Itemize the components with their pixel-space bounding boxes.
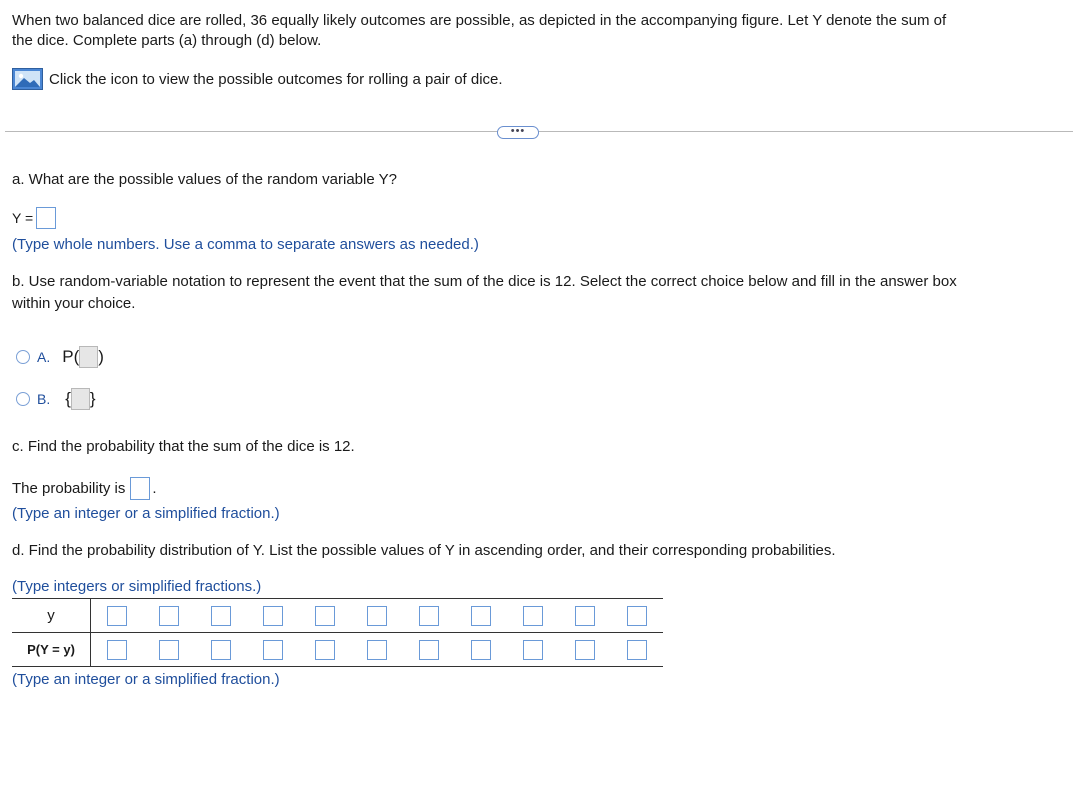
choice-b-radio[interactable] — [16, 392, 30, 406]
part-a-question: a. What are the possible values of the random variable Y? — [12, 171, 397, 188]
probability-row — [12, 633, 663, 667]
part-a-answer-row — [12, 207, 56, 229]
probability-input-7[interactable] — [419, 640, 439, 660]
y-row-label: y — [12, 599, 91, 633]
y-equals-label: Y = — [12, 210, 34, 226]
probability-input-4[interactable] — [263, 640, 283, 660]
choice-b-open: { — [65, 389, 71, 408]
choice-a[interactable] — [16, 346, 104, 368]
y-value-input-6[interactable] — [367, 606, 387, 626]
part-b-question-line-2: within your choice. — [12, 295, 136, 312]
probability-input-3[interactable] — [211, 640, 231, 660]
probability-input[interactable] — [130, 477, 150, 500]
choice-b-close: } — [89, 389, 96, 408]
view-outcomes-text[interactable]: Click the icon to view the possible outcomes for rolling a pair of dice. — [49, 70, 503, 88]
choice-b[interactable] — [16, 388, 96, 410]
choice-a-letter: A. — [37, 349, 51, 365]
y-value-input-7[interactable] — [419, 606, 439, 626]
choice-b-letter: B. — [37, 391, 51, 407]
y-value-input-8[interactable] — [471, 606, 491, 626]
y-value-input-9[interactable] — [523, 606, 543, 626]
y-value-input-2[interactable] — [159, 606, 179, 626]
probability-input-6[interactable] — [367, 640, 387, 660]
view-outcomes-link[interactable] — [12, 68, 503, 90]
probability-distribution-table — [12, 598, 663, 667]
expand-more-button[interactable]: ••• — [497, 126, 539, 139]
probability-input-1[interactable] — [107, 640, 127, 660]
choice-a-input[interactable] — [79, 346, 98, 368]
part-b-question-line-1: b. Use random-variable notation to represent the event that the sum of the dice is 12. Select the correct choice below and fill in the answer box — [12, 273, 957, 290]
problem-statement-line-2: the dice. Complete parts (a) through (d) below. — [12, 32, 322, 49]
part-d-hint-top: (Type integers or simplified fractions.) — [12, 578, 262, 595]
part-c-question: c. Find the probability that the sum of the dice is 12. — [12, 438, 355, 455]
probability-input-11[interactable] — [627, 640, 647, 660]
y-value-input-10[interactable] — [575, 606, 595, 626]
section-divider — [5, 131, 1073, 132]
choice-a-close: ) — [98, 347, 104, 366]
y-values-input[interactable] — [36, 207, 56, 229]
y-value-input-5[interactable] — [315, 606, 335, 626]
y-value-input-1[interactable] — [107, 606, 127, 626]
image-icon[interactable] — [12, 68, 43, 90]
probability-input-2[interactable] — [159, 640, 179, 660]
y-value-input-3[interactable] — [211, 606, 231, 626]
probability-input-9[interactable] — [523, 640, 543, 660]
y-value-input-11[interactable] — [627, 606, 647, 626]
part-a-hint: (Type whole numbers. Use a comma to separate answers as needed.) — [12, 236, 479, 253]
y-value-input-4[interactable] — [263, 606, 283, 626]
problem-statement-line-1: When two balanced dice are rolled, 36 equally likely outcomes are possible, as depicted in the accompanying figure. Let Y denote the sum of — [12, 12, 947, 29]
choice-b-input[interactable] — [71, 388, 90, 410]
probability-input-5[interactable] — [315, 640, 335, 660]
choice-a-radio[interactable] — [16, 350, 30, 364]
probability-input-10[interactable] — [575, 640, 595, 660]
part-d-hint-bottom: (Type an integer or a simplified fraction.) — [12, 671, 280, 688]
choice-a-open: P( — [62, 347, 80, 366]
probability-row-label: P(Y = y) — [12, 633, 91, 667]
probability-prefix: The probability is — [12, 480, 126, 497]
part-c-hint: (Type an integer or a simplified fraction.) — [12, 505, 280, 522]
probability-suffix: . — [152, 480, 157, 497]
part-d-question: d. Find the probability distribution of Y. List the possible values of Y in ascending order, and their corresponding probabilities. — [12, 542, 836, 559]
y-values-row — [12, 599, 663, 633]
part-c-answer-row — [12, 477, 157, 500]
probability-input-8[interactable] — [471, 640, 491, 660]
